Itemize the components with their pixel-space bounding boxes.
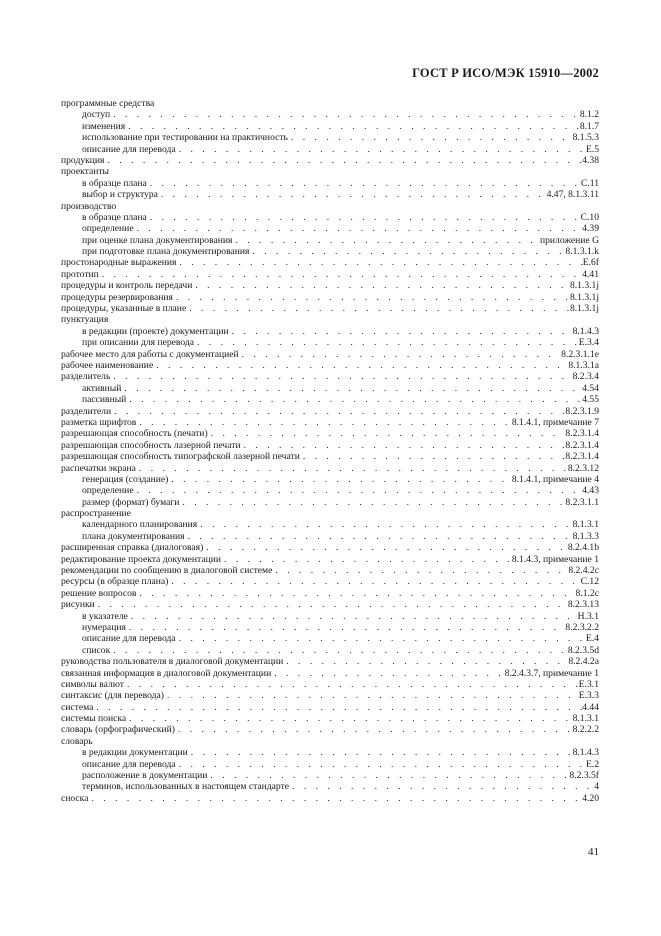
index-subentry: [61, 759, 599, 770]
entry-reference: 8.1.3.3: [572, 530, 599, 542]
entry-reference: 8.2.3.1.4: [565, 439, 599, 451]
index-subentry: [61, 109, 599, 120]
entry-term: доступ: [82, 109, 111, 121]
index-entry: [61, 269, 599, 280]
dot-leader: [288, 132, 573, 143]
entry-reference: 4.41: [582, 268, 599, 280]
index-entry: [61, 542, 599, 553]
index-subentry: [61, 223, 599, 234]
entry-reference: 8.2.3.5f: [569, 770, 599, 782]
dot-leader: [229, 326, 573, 337]
entry-term: при оценке плана документирования: [82, 234, 233, 246]
entry-term: разрешающая способность типографской лазерной печати: [61, 451, 300, 463]
entry-reference: 8.2.3.1.4: [565, 428, 599, 440]
entry-reference: E.6f: [582, 257, 599, 269]
entry-reference: E.3.1: [578, 678, 599, 690]
entry-term: проектанты: [61, 166, 109, 178]
index-entry: [61, 166, 599, 177]
dot-leader: [176, 257, 582, 268]
dot-leader: [164, 690, 579, 701]
dot-leader: [168, 474, 512, 485]
index-entry: [61, 406, 599, 417]
dot-leader: [136, 417, 512, 428]
entry-term: рабочее наименование: [61, 359, 154, 371]
entry-term: описание для перевода: [82, 143, 176, 155]
index-entries: [61, 98, 599, 804]
entry-reference: 8.2.3.1.9: [565, 405, 599, 417]
dot-leader: [134, 485, 583, 496]
entry-term: производство: [61, 200, 117, 212]
entry-term: разделители: [61, 405, 112, 417]
index-entry: [61, 303, 599, 314]
index-subentry: [61, 383, 599, 394]
entry-term: продукция: [61, 154, 105, 166]
entry-reference: 4.47, 8.1.3.11: [546, 189, 599, 201]
entry-term: определение: [82, 223, 134, 235]
index-entry: [61, 257, 599, 268]
entry-term: решение вопросов: [61, 587, 137, 599]
dot-leader: [126, 713, 572, 724]
dot-leader: [110, 645, 568, 656]
entry-reference: 8.1.5.3: [572, 132, 599, 144]
entry-term: редактирование проекта документации: [61, 553, 222, 565]
entry-reference: 8.1.7: [579, 120, 599, 132]
dot-leader: [88, 793, 582, 804]
entry-term: определение: [82, 485, 134, 497]
index-subentry: [61, 246, 599, 257]
index-entry: [61, 417, 599, 428]
dot-leader: [249, 246, 565, 257]
entry-term: ресурсы (в образце плана): [61, 576, 169, 588]
dot-leader: [176, 759, 586, 770]
document-header: ГОСТ Р ИСО/МЭК 15910—2002: [412, 66, 599, 80]
entry-reference: 8.2.3.4: [572, 371, 599, 383]
entry-term: разрешающая способность (печати): [61, 428, 208, 440]
entry-reference: E.5: [585, 143, 599, 155]
entry-reference: 8.1.3.1j: [569, 291, 599, 303]
index-entry: [61, 554, 599, 565]
entry-reference: 8.1.3.1j: [569, 303, 599, 315]
dot-leader: [283, 656, 568, 667]
entry-reference: 8.1.2: [579, 109, 599, 121]
entry-reference: 8.1.3.1a: [568, 359, 599, 371]
index-subentry: [61, 622, 599, 633]
index-entry: [61, 565, 599, 576]
entry-reference: 4: [594, 781, 599, 793]
entry-term: разделитель: [61, 371, 111, 383]
index-entry: [61, 713, 599, 724]
index-subentry: [61, 770, 599, 781]
entry-reference: 8.2.4.2c: [568, 565, 599, 577]
dot-leader: [173, 292, 570, 303]
dot-leader: [185, 531, 573, 542]
index-subentry: [61, 326, 599, 337]
entry-term: разметка шрифтов: [61, 416, 137, 428]
entry-reference: 8.1.3.1: [572, 519, 599, 531]
dot-leader: [136, 463, 568, 474]
entry-reference: 8.1.3.1.k: [565, 246, 599, 258]
entry-term: в редакции документации: [82, 747, 188, 759]
index-entry: [61, 588, 599, 599]
dot-leader: [186, 303, 570, 314]
index-entry: [61, 371, 599, 382]
dot-leader: [121, 383, 582, 394]
entry-term: распространение: [61, 508, 131, 520]
index-subentry: [61, 132, 599, 143]
entry-reference: H.3.1: [577, 610, 599, 622]
entry-term: в образце плана: [82, 177, 147, 189]
dot-leader: [208, 428, 566, 439]
entry-term: синтаксис (для перевода): [61, 690, 165, 702]
entry-reference: 8.1.2c: [575, 587, 599, 599]
entry-reference: 4.44: [582, 701, 599, 713]
index-entry: [61, 349, 599, 360]
index-entry: [61, 463, 599, 474]
entry-reference: 8.1.4.3: [572, 747, 599, 759]
index-entry: [61, 736, 599, 747]
index-subentry: [61, 645, 599, 656]
dot-leader: [241, 440, 566, 451]
dot-leader: [111, 406, 565, 417]
entry-term: рабочее место для работы с документацией: [61, 348, 239, 360]
entry-reference: C.10: [580, 211, 599, 223]
dot-leader: [271, 668, 504, 679]
dot-leader: [158, 189, 547, 200]
dot-leader: [194, 337, 579, 348]
index-entry: [61, 656, 599, 667]
entry-term: программные средства: [61, 98, 155, 109]
entry-reference: 8.2.3.1.1: [565, 496, 599, 508]
dot-leader: [272, 565, 568, 576]
entry-reference: 4.38: [582, 154, 599, 166]
index-subentry: [61, 497, 599, 508]
entry-reference: приложение G: [539, 234, 599, 246]
entry-reference: 8.1.4.1, примечание 4: [511, 473, 599, 485]
entry-reference: 8.1.3.1j: [569, 280, 599, 292]
dot-leader: [95, 599, 568, 610]
index-subentry: [61, 633, 599, 644]
entry-reference: 4.20: [582, 792, 599, 804]
entry-reference: 8.1.3.1: [572, 713, 599, 725]
dot-leader: [124, 679, 579, 690]
entry-reference: E.3.3: [578, 690, 599, 702]
entry-reference: 4.43: [582, 485, 599, 497]
entry-term: системы поиска: [61, 713, 127, 725]
entry-term: руководства пользователя в диалоговой документации: [61, 656, 284, 668]
entry-term: активный: [82, 382, 122, 394]
index-entry: [61, 576, 599, 587]
entry-reference: E.4: [585, 633, 599, 645]
entry-term: в редакции (проекте) документации: [82, 325, 229, 337]
index-subentry: [61, 485, 599, 496]
index-entry: [61, 668, 599, 679]
index-entry: [61, 702, 599, 713]
index-entry: [61, 440, 599, 451]
index-entry: [61, 201, 599, 212]
dot-leader: [221, 554, 512, 565]
entry-term: нумерация: [82, 621, 126, 633]
dot-leader: [136, 588, 575, 599]
entry-term: описание для перевода: [82, 758, 176, 770]
entry-term: прототип: [61, 268, 99, 280]
dot-leader: [93, 702, 582, 713]
index-subentry: [61, 189, 599, 200]
dot-leader: [176, 633, 586, 644]
dot-leader: [126, 622, 566, 633]
dot-leader: [134, 223, 583, 234]
index-entry: [61, 155, 599, 166]
entry-reference: 8.1.4.1, примечание 7: [511, 416, 599, 428]
entry-term: процедуры и контроль передачи: [61, 280, 193, 292]
entry-reference: E.2: [585, 758, 599, 770]
index-subentry: [61, 781, 599, 792]
dot-leader: [99, 269, 582, 280]
index-entry: [61, 724, 599, 735]
entry-term: пунктуация: [61, 314, 109, 326]
entry-term: рекомендации по сообщению в диалоговой системе: [61, 565, 273, 577]
index-entry: [61, 508, 599, 519]
dot-leader: [110, 371, 572, 382]
entry-term: рисунки: [61, 599, 95, 611]
entry-term: при описании для перевода: [82, 337, 195, 349]
dot-leader: [126, 394, 582, 405]
entry-term: распечатки экрана: [61, 462, 136, 474]
entry-term: связанная информация в диалоговой документации: [61, 667, 272, 679]
index-subentry: [61, 519, 599, 530]
entry-term: пассивный: [82, 394, 127, 406]
entry-term: процедуры, указанные в плане: [61, 303, 187, 315]
index-subentry: [61, 747, 599, 758]
entry-reference: 4.39: [582, 223, 599, 235]
index-subentry: [61, 474, 599, 485]
entry-reference: C.11: [580, 177, 599, 189]
entry-term: словарь (орфографический): [61, 724, 175, 736]
dot-leader: [125, 121, 580, 132]
entry-reference: 8.1.4.3: [572, 325, 599, 337]
entry-term: система: [61, 701, 94, 713]
entry-term: терминов, использованных в настоящем стандарте: [82, 781, 290, 793]
entry-reference: 8.2.3.13: [567, 599, 599, 611]
entry-term: расширенная справка (диалоговая): [61, 542, 204, 554]
entry-reference: 4.54: [582, 382, 599, 394]
index-subentry: [61, 337, 599, 348]
dot-leader: [207, 770, 569, 781]
entry-reference: 8.2.3.1.1e: [561, 348, 599, 360]
entry-term: размер (формат) бумаги: [82, 496, 180, 508]
index-subentry: [61, 531, 599, 542]
entry-reference: 8.2.4.3.7, примечание 1: [504, 667, 599, 679]
index-entry: [61, 280, 599, 291]
entry-reference: 8.2.2.2: [572, 724, 599, 736]
dot-leader: [168, 576, 580, 587]
entry-reference: E.3.4: [578, 337, 599, 349]
entry-term: разрешающая способность лазерной печати: [61, 439, 241, 451]
index-subentry: [61, 178, 599, 189]
index-subentry: [61, 611, 599, 622]
entry-term: в указателе: [82, 610, 128, 622]
entry-reference: 4.55: [582, 394, 599, 406]
dot-leader: [192, 280, 570, 291]
index-subentry: [61, 212, 599, 223]
dot-leader: [289, 781, 594, 792]
entry-term: список: [82, 644, 111, 656]
dot-leader: [197, 519, 572, 530]
dot-leader: [110, 109, 580, 120]
entry-term: в образце плана: [82, 211, 147, 223]
index-subentry: [61, 144, 599, 155]
entry-reference: 8.2.4.2a: [568, 656, 599, 668]
dot-leader: [147, 212, 581, 223]
index-entry: [61, 451, 599, 462]
index-entry: [61, 98, 599, 109]
entry-reference: 8.2.3.5d: [567, 644, 599, 656]
index-entry: [61, 360, 599, 371]
entry-term: сноска: [61, 792, 89, 804]
entry-term: выбор и структура: [82, 189, 158, 201]
dot-leader: [175, 724, 573, 735]
index-entry: [61, 599, 599, 610]
dot-leader: [176, 144, 586, 155]
index-entry: [61, 314, 599, 325]
index-entry: [61, 428, 599, 439]
dot-leader: [203, 542, 568, 553]
dot-leader: [232, 235, 540, 246]
entry-term: генерация (создание): [82, 473, 169, 485]
page-number: 41: [588, 846, 599, 858]
entry-term: календарного планирования: [82, 519, 198, 531]
entry-term: символы валют: [61, 678, 124, 690]
dot-leader: [147, 178, 581, 189]
entry-term: использование при тестировании на практичность: [82, 132, 288, 144]
entry-reference: 8.2.3.12: [567, 462, 599, 474]
dot-leader: [300, 451, 566, 462]
entry-term: расположение в документации: [82, 770, 208, 782]
dot-leader: [188, 747, 573, 758]
entry-reference: 8.2.4.1b: [567, 542, 599, 554]
entry-reference: 8.1.4.3, примечание 1: [511, 553, 599, 565]
dot-leader: [104, 155, 582, 166]
index-subentry: [61, 121, 599, 132]
index-entry: [61, 793, 599, 804]
index-entry: [61, 292, 599, 303]
entry-reference: C.12: [580, 576, 599, 588]
dot-leader: [153, 360, 568, 371]
entry-term: изменения: [82, 120, 126, 132]
entry-term: при подготовке плана документирования: [82, 246, 250, 258]
dot-leader: [128, 611, 578, 622]
entry-term: плана документирования: [82, 530, 185, 542]
entry-reference: 8.2.3.1.4: [565, 451, 599, 463]
entry-term: описание для перевода: [82, 633, 176, 645]
entry-term: процедуры резервирования: [61, 291, 173, 303]
dot-leader: [179, 497, 565, 508]
index-subentry: [61, 235, 599, 246]
dot-leader: [239, 349, 561, 360]
index-subentry: [61, 394, 599, 405]
entry-term: словарь: [61, 735, 93, 747]
index-entry: [61, 690, 599, 701]
index-entry: [61, 679, 599, 690]
entry-reference: 8.2.3.2.2: [565, 621, 599, 633]
entry-term: простонародные выражения: [61, 257, 177, 269]
